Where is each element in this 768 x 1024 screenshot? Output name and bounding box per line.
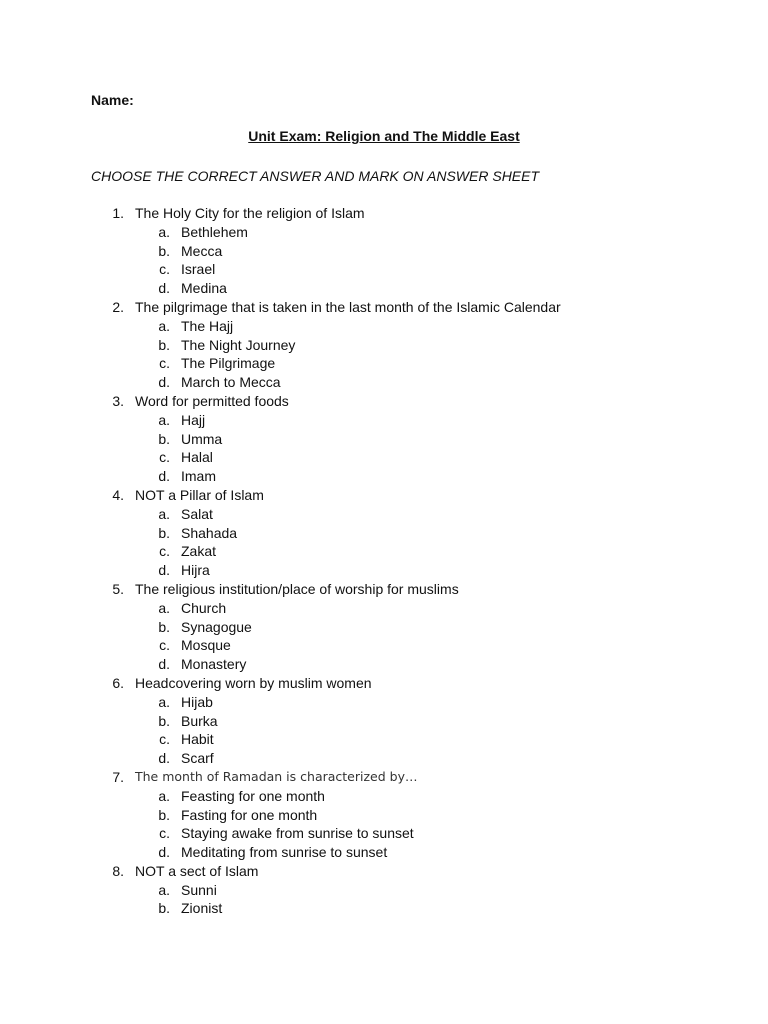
option-letter: c. xyxy=(159,825,170,842)
question-number: 8. xyxy=(112,862,124,879)
question-number: 6. xyxy=(112,674,124,691)
option-text: Zakat xyxy=(181,543,217,560)
option-text: Scarf xyxy=(181,750,214,767)
answer-option xyxy=(0,260,768,279)
option-letter: d. xyxy=(158,562,170,579)
answer-option xyxy=(0,693,768,712)
question-list xyxy=(0,204,768,918)
question-item xyxy=(0,486,768,505)
option-text: Imam xyxy=(181,468,216,485)
question-item xyxy=(0,580,768,599)
option-letter: d. xyxy=(158,374,170,391)
answer-option xyxy=(0,411,768,430)
option-letter: b. xyxy=(158,524,170,541)
option-text: Fasting for one month xyxy=(181,806,318,823)
option-text: Feasting for one month xyxy=(181,787,325,804)
answer-option xyxy=(0,655,768,674)
answer-option xyxy=(0,448,768,467)
option-letter: b. xyxy=(158,430,170,447)
answer-option xyxy=(0,636,768,655)
question-item xyxy=(0,392,768,411)
option-letter: d. xyxy=(158,844,170,861)
answer-option xyxy=(0,524,768,543)
option-letter: a. xyxy=(158,599,170,616)
question-text: NOT a Pillar of Islam xyxy=(135,486,264,503)
answer-option xyxy=(0,467,768,486)
exam-title xyxy=(0,128,768,144)
option-text: Monastery xyxy=(181,656,247,673)
option-text: Shahada xyxy=(181,524,238,541)
option-text: Sunni xyxy=(181,881,217,898)
answer-option xyxy=(0,430,768,449)
answer-option xyxy=(0,354,768,373)
answer-option xyxy=(0,787,768,806)
answer-option xyxy=(0,505,768,524)
option-text: Church xyxy=(181,599,227,616)
option-text: Israel xyxy=(181,261,216,278)
question-item xyxy=(0,768,768,787)
question-number: 4. xyxy=(112,486,124,503)
option-letter: c. xyxy=(159,543,170,560)
answer-option xyxy=(0,336,768,355)
option-text: The Hajj xyxy=(181,317,234,334)
answer-option xyxy=(0,749,768,768)
question-text: The month of Ramadan is characterized by… xyxy=(135,768,418,784)
answer-option xyxy=(0,599,768,618)
option-letter: a. xyxy=(158,505,170,522)
question-text: NOT a sect of Islam xyxy=(135,862,259,879)
option-letter: c. xyxy=(159,731,170,748)
option-text: Burka xyxy=(181,712,218,729)
answer-option xyxy=(0,242,768,261)
option-letter: a. xyxy=(158,693,170,710)
option-text: Hijab xyxy=(181,693,213,710)
option-text: The Pilgrimage xyxy=(181,355,276,372)
answer-option xyxy=(0,223,768,242)
option-letter: a. xyxy=(158,787,170,804)
option-letter: b. xyxy=(158,336,170,353)
option-letter: b. xyxy=(158,900,170,917)
question-text: Headcovering worn by muslim women xyxy=(135,674,372,691)
option-letter: c. xyxy=(159,261,170,278)
question-number: 2. xyxy=(112,298,124,315)
option-letter: d. xyxy=(158,750,170,767)
answer-option xyxy=(0,824,768,843)
option-letter: c. xyxy=(159,355,170,372)
option-letter: b. xyxy=(158,618,170,635)
question-text: The religious institution/place of worship for muslims xyxy=(135,580,459,597)
option-text: Salat xyxy=(181,505,213,522)
option-letter: b. xyxy=(158,806,170,823)
option-text: Halal xyxy=(181,449,213,466)
option-text: Mosque xyxy=(181,637,231,654)
question-text: Word for permitted foods xyxy=(135,392,289,409)
instructions: CHOOSE THE CORRECT ANSWER AND MARK ON ANSWER SHEET xyxy=(91,168,540,184)
option-letter: a. xyxy=(158,317,170,334)
answer-option xyxy=(0,279,768,298)
option-text: March to Mecca xyxy=(181,374,281,391)
option-letter: a. xyxy=(158,881,170,898)
question-number: 1. xyxy=(112,205,124,221)
option-letter: d. xyxy=(158,468,170,485)
question-number: 5. xyxy=(112,580,124,597)
option-letter: b. xyxy=(158,242,170,259)
answer-option xyxy=(0,806,768,825)
question-item xyxy=(0,674,768,693)
option-letter: a. xyxy=(158,411,170,428)
answer-option xyxy=(0,618,768,637)
option-text: Meditating from sunrise to sunset xyxy=(181,844,388,861)
option-letter: c. xyxy=(159,449,170,466)
option-text: Hijra xyxy=(181,562,210,579)
name-label: Name: xyxy=(91,92,134,108)
option-text: Hajj xyxy=(181,411,206,428)
answer-option xyxy=(0,317,768,336)
exam-title-text: Unit Exam: Religion and The Middle East xyxy=(248,128,520,144)
option-text: Staying awake from sunrise to sunset xyxy=(181,825,414,842)
answer-option xyxy=(0,373,768,392)
option-text: Bethlehem xyxy=(181,223,248,240)
option-letter: c. xyxy=(159,637,170,654)
answer-option xyxy=(0,843,768,862)
answer-option xyxy=(0,899,768,918)
option-text: Umma xyxy=(181,430,223,447)
question-number: 7. xyxy=(112,768,124,785)
option-text: Synagogue xyxy=(181,618,252,635)
question-item xyxy=(0,204,768,223)
answer-option xyxy=(0,542,768,561)
option-text: Medina xyxy=(181,280,227,297)
question-text: The pilgrimage that is taken in the last month of the Islamic Calendar xyxy=(135,298,561,315)
option-text: Habit xyxy=(181,731,214,748)
option-letter: d. xyxy=(158,656,170,673)
answer-option xyxy=(0,561,768,580)
option-letter: d. xyxy=(158,280,170,297)
question-item xyxy=(0,862,768,881)
option-letter: a. xyxy=(158,223,170,240)
answer-option xyxy=(0,712,768,731)
option-text: The Night Journey xyxy=(181,336,296,353)
question-number: 3. xyxy=(112,392,124,409)
option-text: Mecca xyxy=(181,242,223,259)
answer-option xyxy=(0,881,768,900)
option-text: Zionist xyxy=(181,900,223,917)
option-letter: b. xyxy=(158,712,170,729)
question-text: The Holy City for the religion of Islam xyxy=(135,205,365,221)
question-item xyxy=(0,298,768,317)
answer-option xyxy=(0,730,768,749)
